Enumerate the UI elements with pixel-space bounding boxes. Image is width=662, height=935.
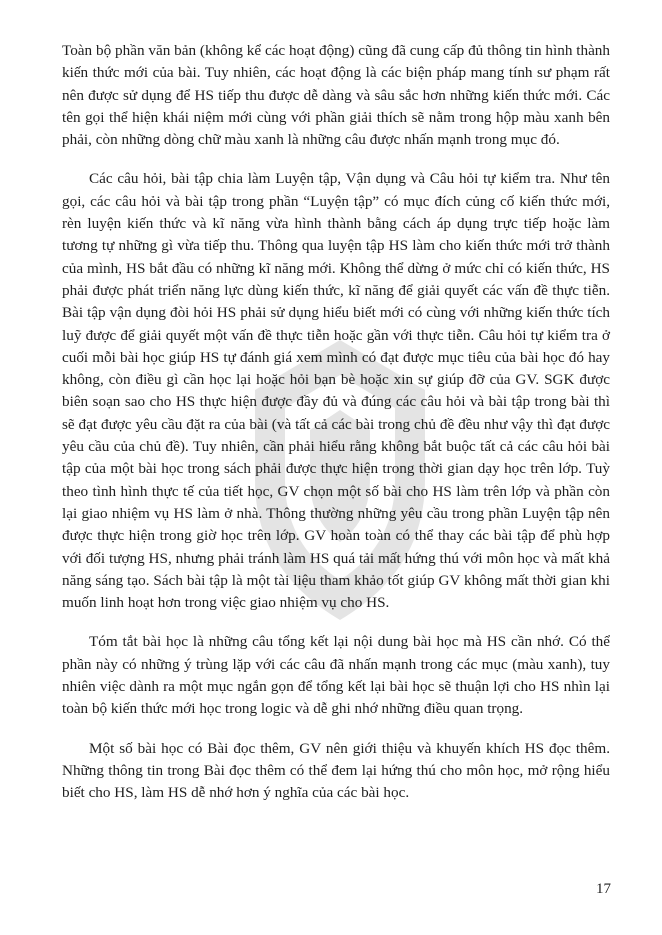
paragraph-further-reading: Một số bài học có Bài đọc thêm, GV nên giới thiệu và khuyến khích HS đọc thêm. Những thông tin trong Bài đọc thêm có thể đem lại hứng thú cho môn học, mở rộng hiểu biết cho HS, làm HS dễ nhớ hơn ý nghĩa của các bài học. xyxy=(62,739,610,802)
paragraph-lesson-summary: Tóm tắt bài học là những câu tổng kết lại nội dung bài học mà HS cần nhớ. Có thể phần này có những ý trùng lặp với các câu đã nhấn mạnh trong các mục (màu xanh), tuy nhiên việc dành ra một mục ngắn gọn để tổng kết lại bài học sẽ thuận lợi cho HS nhìn lại toàn bộ kiến thức mới học trong logic và dễ ghi nhớ những điều quan trọng. xyxy=(62,633,610,718)
page-number: 17 xyxy=(596,881,611,897)
body-text xyxy=(62,40,610,822)
paragraph-exercises: Các câu hỏi, bài tập chia làm Luyện tập, Vận dụng và Câu hỏi tự kiểm tra. Như tên gọi, các câu hỏi và bài tập trong phần “Luyện tập” có mục đích củng cố kiến thức mới, rèn luyện kiến thức và kĩ năng vừa hình thành bằng cách áp dụng trực tiếp hoặc làm tương tự những gì vừa tiếp thu. Thông qua luyện tập HS làm cho kiến thức mới trở thành của mình, HS bắt đầu có những kĩ năng mới. Không thể dừng ở mức chỉ có kiến thức, HS phải được phát triển năng lực dùng kiến thức, kĩ năng để giải quyết các vấn đề thực tiễn. Bài tập vận dụng đòi hỏi HS phải sử dụng hiểu biết mới có cùng với những kiến thức tích luỹ được để giải quyết một vấn đề thực tiễn hoặc gần với thực tiễn. Câu hỏi tự kiểm tra ở cuối mỗi bài học giúp HS tự đánh giá xem mình có đạt được mục tiêu của bài học đó hay không, còn điều gì cần học lại hoặc hỏi bạn bè hoặc xin sự giúp đỡ của GV. SGK được biên soạn sao cho HS thực hiện được đầy đủ và đúng các câu hỏi và bài tập trong bài thì sẽ đạt được yêu cầu đặt ra của bài (và tất cả các bài trong chủ đề đều như vậy thì đạt được yêu cầu của chủ đề). Tuy nhiên, cần phải hiểu rằng không bắt buộc tất cả các câu hỏi bài tập của một bài học trong sách phải được thực hiện trong thời gian dạy học trên lớp. Tuỳ theo tình hình thực tế của tiết học, GV chọn một số bài cho HS làm trên lớp và phần còn lại giao nhiệm vụ HS làm ở nhà. Thông thường những yêu cầu trong phần Luyện tập nên được thực hiện trong giờ học trên lớp. GV hoàn toàn có thể thay các bài tập để phù hợp với đối tượng HS, nhưng phải tránh làm HS quá tải mất hứng thú với môn học và mất khả năng sáng tạo. Sách bài tập là một tài liệu tham khảo tốt giúp GV không mất thời gian khi muốn linh hoạt hơn trong việc giao nhiệm vụ cho HS. xyxy=(62,170,610,612)
paragraph-text-content: Toàn bộ phần văn bản (không kể các hoạt động) cũng đã cung cấp đủ thông tin hình thành kiến thức mới của bài. Tuy nhiên, các hoạt động là các biện pháp mang tính sư phạm rất nên được sử dụng để HS tiếp thu được dễ dàng và sâu sắc hơn những kiến thức mới. Các tên gọi thể hiện khái niệm mới cùng với phần giải thích sẽ nằm trong hộp màu xanh bên phải, còn những dòng chữ màu xanh là những câu được nhấn mạnh trong mục đó. xyxy=(62,42,610,149)
